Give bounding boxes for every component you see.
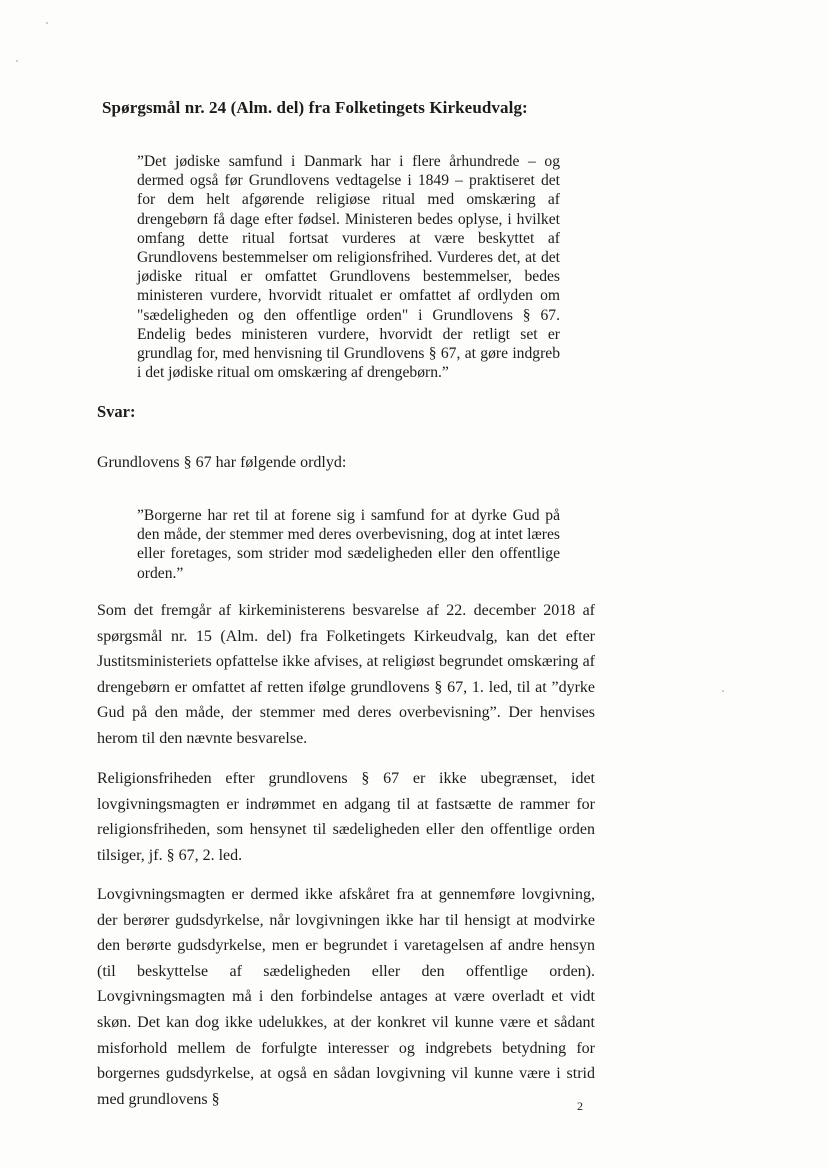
question-heading: Spørgsmål nr. 24 (Alm. del) fra Folketingets Kirkeudvalg: (102, 98, 528, 117)
page-number: 2 (577, 1099, 583, 1113)
scan-speck (46, 22, 48, 24)
answer-label: Svar: (97, 402, 136, 421)
paragraph-2: Religionsfriheden efter grundlovens § 67 er ikke ubegrænset, idet lovgivningsmagten er indrømmet en adgang til at fastsætte de rammer for religionsfriheden, som hensynet til sædeligheden eller den offentlige orden tilsiger, jf. § 67, 2. led. (97, 770, 595, 864)
paragraph-1: Som det fremgår af kirkeministerens besvarelse af 22. december 2018 af spørgsmål nr. 15 (Alm. del) fra Folketingets Kirkeudvalg, kan det efter Justitsministeriets opfattelse ikke afvises, at religiøst begrundet omskæring af drengebørn er omfattet af retten ifølge grundlovens § 67, 1. led, til at ”dyrke Gud på den måde, der stemmer med deres overbevisning”. Der henvises herom til den nævnte besvarelse. (97, 602, 595, 747)
paragraph-3: Lovgivningsmagten er dermed ikke afskåret fra at gennemføre lovgivning, der berører gudsdyrkelse, når lovgivningen ikke har til hensigt at modvirke den berørte gudsdyrkelse, men er begrundet i varetagelsen af andre hensyn (til beskyttelse af sædeligheden eller den offentlige orden). Lovgivningsmagten må i den forbindelse antages at være overladt et vidt skøn. Det kan dog ikke udelukkes, at der konkret vil kunne være et sådant misforhold mellem de forfulgte interesser og indgrebets betydning for borgernes gudsdyrkelse, at også en sådan lovgivning vil kunne være i strid med grundlovens § (97, 886, 595, 1108)
scan-speck (16, 60, 18, 62)
scan-speck (722, 690, 724, 692)
question-quote: ”Det jødiske samfund i Danmark har i flere århundrede – og dermed også før Grundlovens vedtagelse i 1849 – praktiseret det for dem helt afgørende religiøse ritual med omskæring af drengebørn få dage efter fødsel. Ministeren bedes oplyse, i hvilket omfang dette ritual fortsat vurderes at være beskyttet af Grundlovens bestemmelser om religionsfrihed. Vurderes det, at det jødiske ritual er omfattet Grundlovens bestemmelser, bedes ministeren vurdere, hvorvidt ritualet er omfattet af ordlyden om "sædeligheden og den offentlige orden" i Grundlovens § 67. Endelig bedes ministeren vurdere, hvorvidt der retligt set er grundlag for, med henvisning til Grundlovens § 67, at gøre indgreb i det jødiske ritual om omskæring af drengebørn.” (137, 153, 560, 382)
intro-text: Grundlovens § 67 har følgende ordlyd: (97, 454, 347, 471)
constitution-quote: ”Borgerne har ret til at forene sig i samfund for at dyrke Gud på den måde, der stemmer med deres overbevisning, dog at intet læres eller foretages, som strider mod sædeligheden eller den offentlige orden.” (137, 507, 560, 582)
